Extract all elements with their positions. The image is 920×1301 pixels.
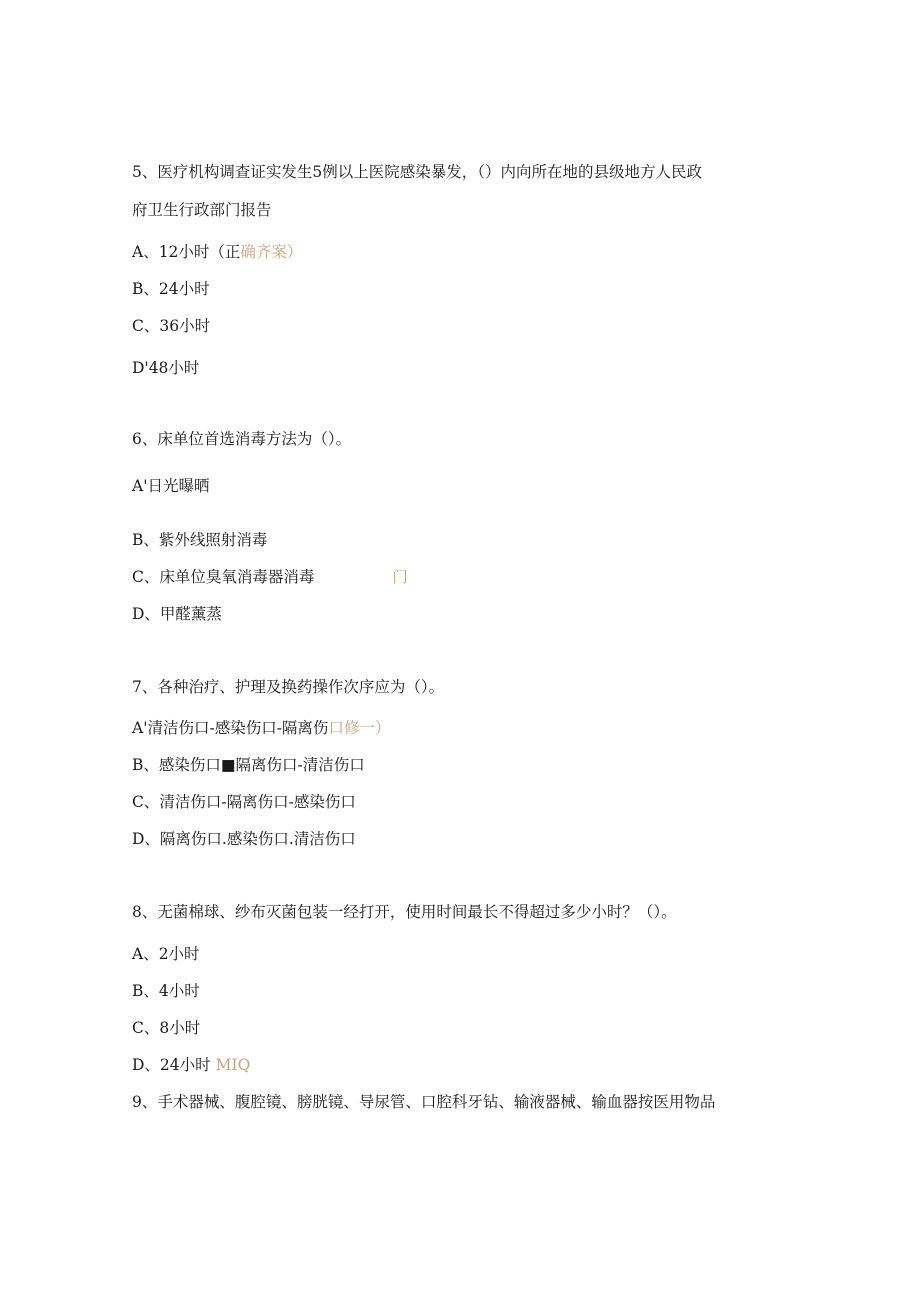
option-annotation: MIQ bbox=[215, 1056, 251, 1074]
option-text: C、床单位臭氧消毒器消毒 bbox=[132, 568, 315, 586]
question-8-stem: 8、无菌棉球、纱布灭菌包装一经打开，使用时间最长不得超过多少小时？（）。 bbox=[132, 903, 677, 921]
question-5-option-b: B、24小时 bbox=[132, 280, 210, 298]
option-annotation: 确齐案） bbox=[240, 243, 303, 261]
question-8-option-b: B、4小时 bbox=[132, 982, 200, 1000]
question-8-option-a: A、2小时 bbox=[132, 945, 200, 963]
option-annotation: 口修一） bbox=[328, 719, 391, 737]
question-8-option-c: C、8小时 bbox=[132, 1019, 201, 1037]
question-9-stem: 9、手术器械、腹腔镜、膀胱镜、导尿管、口腔科牙钻、输液器械、输血器按医用物品 bbox=[132, 1093, 716, 1111]
option-text: A'清洁伤口-感染伤口-隔离伤 bbox=[132, 719, 329, 737]
question-6-option-b: B、紫外线照射消毒 bbox=[132, 531, 268, 549]
question-7-option-b: B、感染伤口■隔离伤口-清洁伤口 bbox=[132, 756, 365, 774]
question-5-stem-line2: 府卫生行政部门报告 bbox=[132, 201, 272, 219]
option-annotation: 门 bbox=[392, 568, 408, 586]
question-7-option-a bbox=[132, 718, 390, 738]
option-text: A、12小时（正 bbox=[132, 243, 241, 261]
question-8-option-d bbox=[132, 1055, 250, 1075]
question-5-stem-line1: 5、医疗机构调查证实发生5例以上医院感染暴发，（）内向所在地的县级地方人民政 bbox=[132, 163, 702, 181]
question-7-option-d: D、隔离伤口.感染伤口.清洁伤口 bbox=[132, 830, 356, 848]
option-text: D、24小时 bbox=[132, 1056, 211, 1074]
question-6-stem: 6、床单位首选消毒方法为（）。 bbox=[132, 430, 352, 448]
question-5-option-c: C、36小时 bbox=[132, 317, 211, 335]
question-7-stem: 7、各种治疗、护理及换药操作次序应为（）。 bbox=[132, 678, 445, 696]
question-5-option-a bbox=[132, 242, 302, 262]
question-6-option-c bbox=[132, 567, 408, 587]
question-7-option-c: C、清洁伤口-隔离伤口-感染伤口 bbox=[132, 793, 356, 811]
question-6-option-d: D、甲醛薰蒸 bbox=[132, 605, 222, 623]
question-5-option-d: D'48小时 bbox=[132, 359, 200, 377]
question-6-option-a: A'日光曝晒 bbox=[132, 477, 210, 495]
